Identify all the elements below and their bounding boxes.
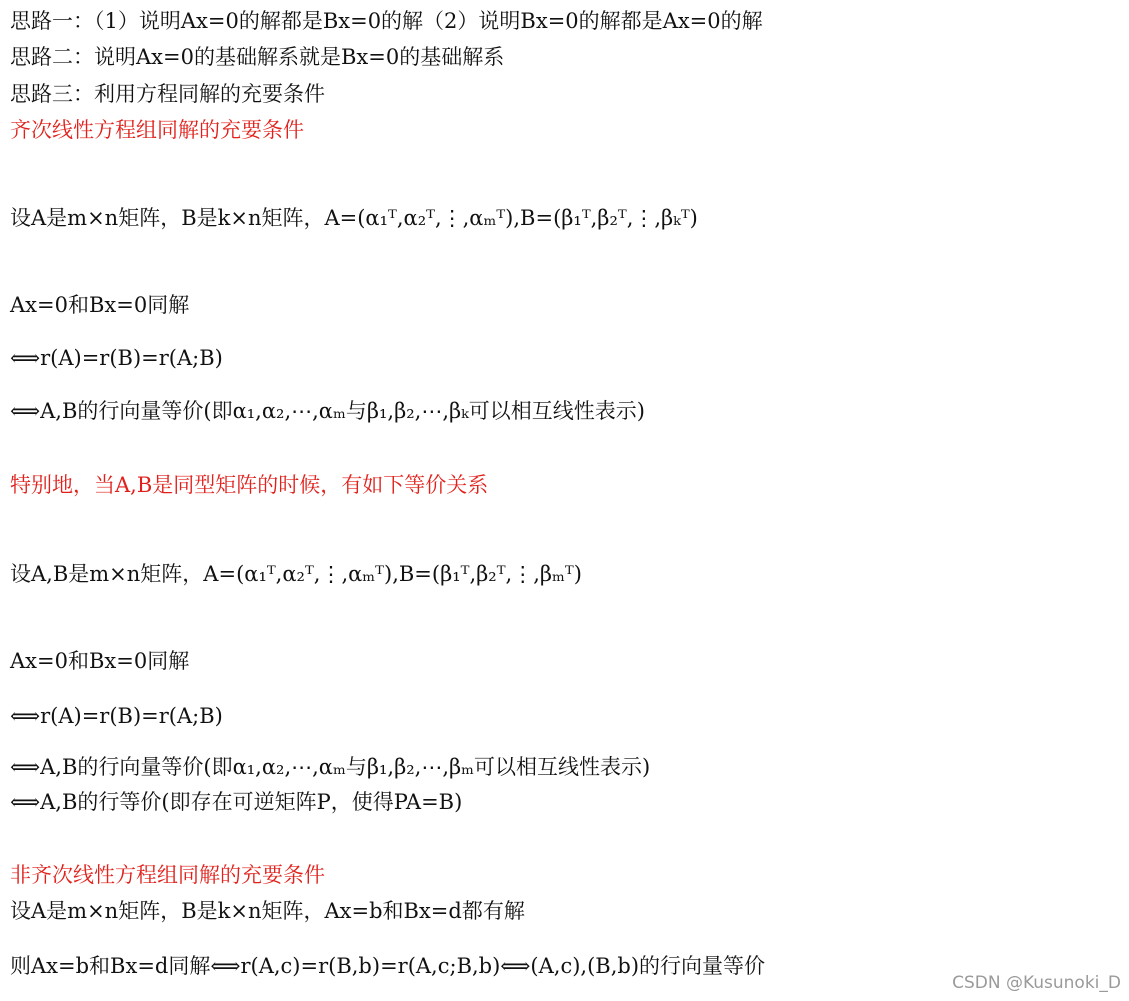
setup-same-shape: 设A,B是m×n矩阵，A=(α₁ᵀ,α₂ᵀ,⋮,αₘᵀ),B=(β₁ᵀ,β₂ᵀ,⋮,βₘᵀ) xyxy=(10,562,582,586)
setup-nonhomogeneous: 设A是m×n矩阵，B是k×n矩阵，Ax=b和Bx=d都有解 xyxy=(10,899,525,923)
setup-homogeneous: 设A是m×n矩阵，B是k×n矩阵，A=(α₁ᵀ,α₂ᵀ,⋮,αₘᵀ),B=(β₁ᵀ,β₂ᵀ,⋮,βₖᵀ) xyxy=(10,206,698,230)
row-equivalence: ⟺A,B的行等价(即存在可逆矩阵P，使得PA=B) xyxy=(10,790,463,814)
strategy-1: 思路一：（1）说明Ax=0的解都是Bx=0的解（2）说明Bx=0的解都是Ax=0的解 xyxy=(10,9,763,33)
watermark: CSDN @Kusunoki_D xyxy=(952,973,1121,993)
rank-equivalence: ⟺r(A)=r(B)=r(A;B) xyxy=(10,346,223,370)
same-solution-statement-2: Ax=0和Bx=0同解 xyxy=(10,649,190,673)
nonhomogeneous-condition: 则Ax=b和Bx=d同解⟺r(A,c)=r(B,b)=r(A,c;B,b)⟺(A,c),(B,b)的行向量等价 xyxy=(10,954,766,978)
strategy-3: 思路三：利用方程同解的充要条件 xyxy=(10,82,325,106)
strategy-2: 思路二：说明Ax=0的基础解系就是Bx=0的基础解系 xyxy=(10,45,505,69)
heading-homogeneous: 齐次线性方程组同解的充要条件 xyxy=(10,118,304,142)
heading-same-shape: 特别地，当A,B是同型矩阵的时候，有如下等价关系 xyxy=(10,473,489,497)
same-solution-statement: Ax=0和Bx=0同解 xyxy=(10,293,190,317)
heading-nonhomogeneous: 非齐次线性方程组同解的充要条件 xyxy=(10,863,325,887)
rank-equivalence-2: ⟺r(A)=r(B)=r(A;B) xyxy=(10,704,223,728)
row-vector-equivalence-2: ⟺A,B的行向量等价(即α₁,α₂,⋯,αₘ与β₁,β₂,⋯,βₘ可以相互线性表示) xyxy=(10,755,651,779)
row-vector-equivalence: ⟺A,B的行向量等价(即α₁,α₂,⋯,αₘ与β₁,β₂,⋯,βₖ可以相互线性表示) xyxy=(10,399,645,423)
